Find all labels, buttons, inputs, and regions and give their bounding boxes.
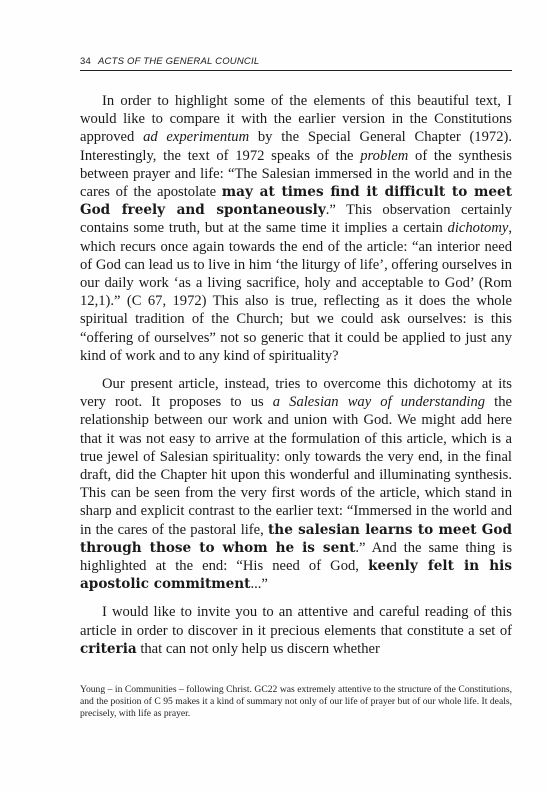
text-run: by the Special General Chapter (1972). Interestingly, the text of 1972 speaks of the xyxy=(80,129,513,164)
paragraph-3 xyxy=(80,603,512,658)
footnote: Young – in Communities – following Christ. GC22 was extremely attentive to the structure of the Constitutions, and the position of C 95 makes it a kind of summary not only of our life of prayer but of our whole life. It deals, precisely, with life as prayer. xyxy=(80,684,512,720)
text-run: Our present article, instead, tries to overcome this dichotomy at its very root. It proposes to us xyxy=(80,376,512,411)
italic-phrase: a Salesian way of understanding xyxy=(272,394,486,411)
text-run: .” This observation certainly contains some truth, but at the same time it implies a certain xyxy=(80,202,513,237)
body-text xyxy=(80,92,512,668)
italic-phrase: dichotomy xyxy=(447,220,509,237)
running-title: ACTS OF THE GENERAL COUNCIL xyxy=(98,56,260,67)
bold-phrase: keenly felt in his apostolic commitment xyxy=(80,558,512,593)
bold-phrase: criteria xyxy=(80,640,137,657)
text-run: ...” xyxy=(250,576,268,593)
bold-phrase: the salesian learns to meet God through those to whom he is sent xyxy=(80,521,512,556)
text-run: I would like to invite you to an attentive and careful reading of this article in order to discover in it precious elements that constitute a set of xyxy=(80,604,512,639)
running-header xyxy=(80,56,512,70)
text-run: .” And the same thing is highlighted at the end: “His need of God, xyxy=(80,539,512,575)
italic-phrase: problem xyxy=(360,147,409,164)
paragraph-1 xyxy=(80,92,512,365)
header-rule xyxy=(80,70,512,71)
text-run: the relationship between our work and union with God. We might add here that it was not easy to arrive at the formulation of this article, which is a true jewel of Salesian spirituality: only towards the very end, in the final draft, did the Chapter hit upon this wonderful and illuminating synthesis. This can be seen from the very first words of the article, which stand in sharp and explicit contrast to the earlier text: “Immersed in the world and in the cares of the pastoral life, xyxy=(80,394,512,538)
bold-phrase: may at times find it difficult to meet God freely and spontaneously xyxy=(80,184,512,219)
paragraph-2 xyxy=(80,375,512,593)
text-run: that can not only help us discern whether xyxy=(136,640,380,657)
text-run: In order to highlight some of the elements of this beautiful text, I would like to compare it with the earlier version in the Constitutions approved xyxy=(80,93,512,146)
text-run: of the synthesis between prayer and life: “The Salesian immersed in the world and in the cares of the apostolate xyxy=(80,147,512,201)
page-number: 34 xyxy=(80,56,91,67)
text-run: , which recurs once again towards the end of the article: “an interior need of God can lead us to live in him ‘the liturgy of life’, offering ourselves in our daily work ‘as a living sacrifice, holy and acceptable to God’ (Rom 12,1).” (C 67, 1972) This also is true, reflecting as it does the whole spiritual tradition of the Church; but we could ask ourselves: is this “offering of ourselves” not so generic that it could be applied to just any kind of work and to any kind of spirituality? xyxy=(80,220,512,364)
italic-phrase: ad experimentum xyxy=(143,129,250,146)
